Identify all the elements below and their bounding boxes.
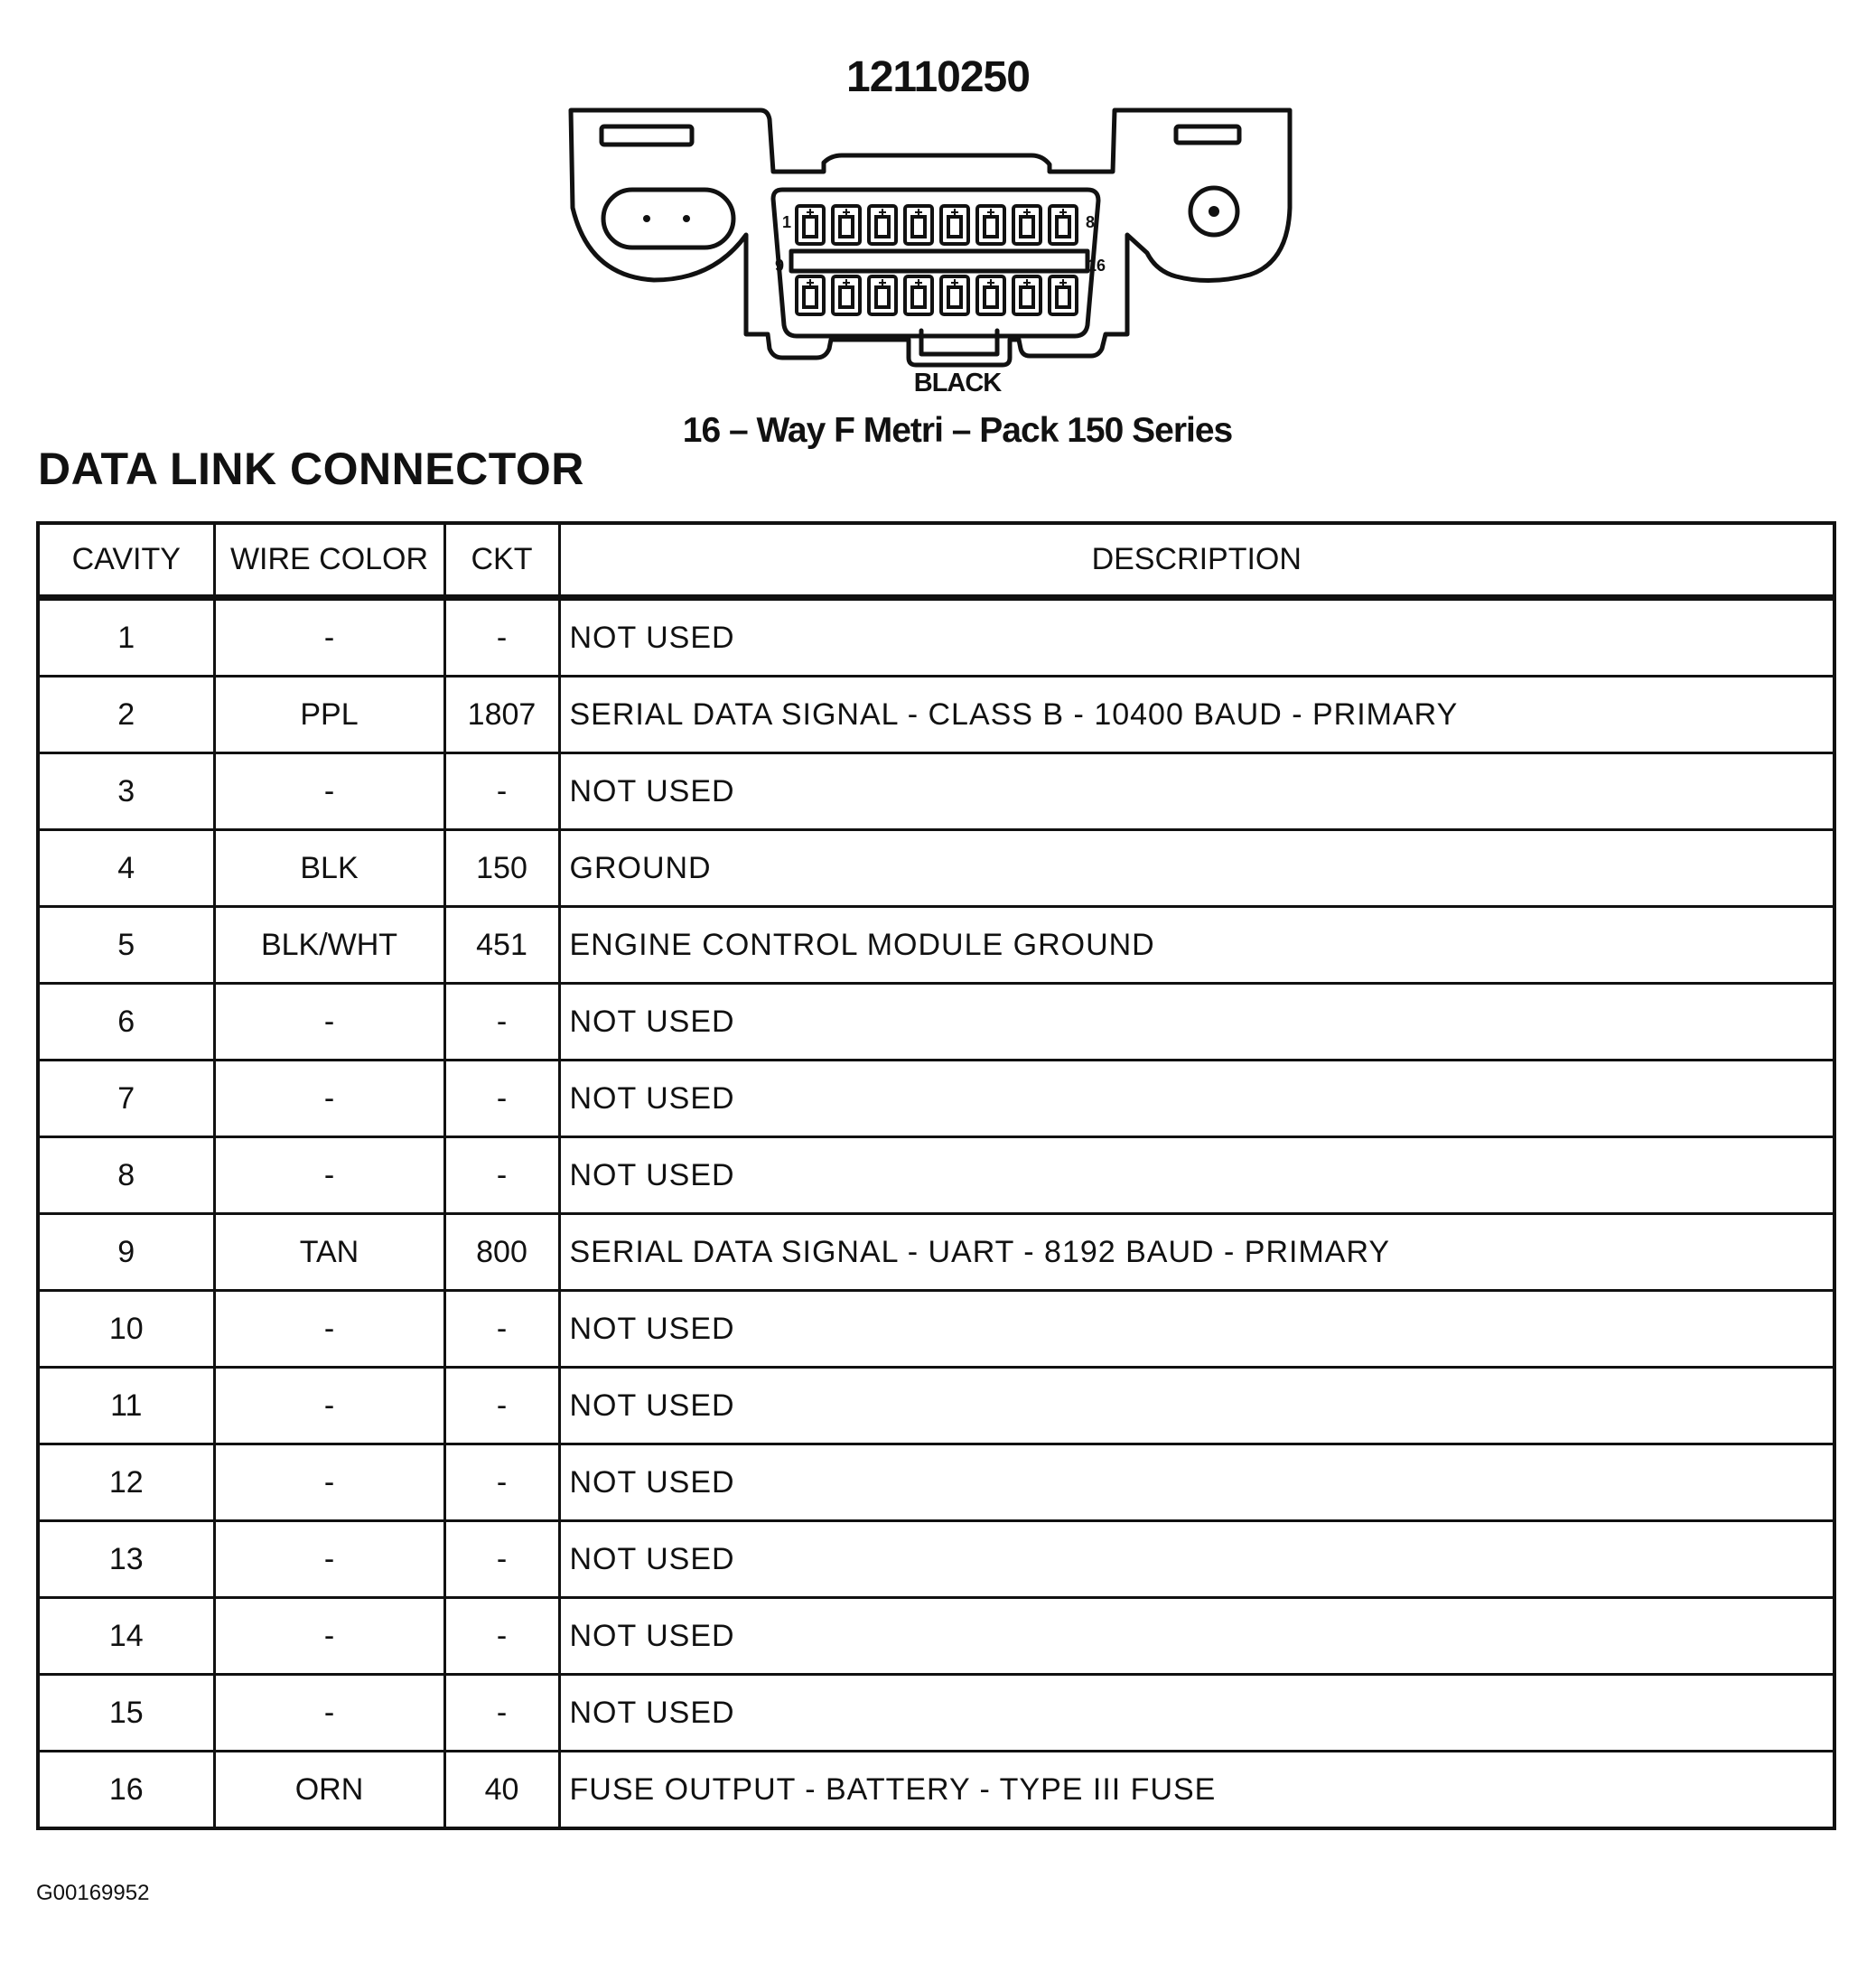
- header-wire-color: WIRE COLOR: [214, 523, 444, 598]
- table-row: [38, 1521, 1834, 1598]
- cell-ckt: -: [444, 1598, 559, 1675]
- cell-ckt: 451: [444, 907, 559, 984]
- table-row: [38, 1214, 1834, 1291]
- cell-cavity: 13: [38, 1521, 214, 1598]
- cell-wire-color: ORN: [214, 1752, 444, 1829]
- cell-wire-color: -: [214, 1444, 444, 1521]
- bottom-pin-mark: [951, 279, 958, 286]
- pin-row-top: [797, 206, 1077, 244]
- cell-description: NOT USED: [559, 1598, 1834, 1675]
- cell-description: NOT USED: [559, 1521, 1834, 1598]
- top-pin-mark: [843, 209, 850, 216]
- cell-wire-color: -: [214, 598, 444, 677]
- cell-wire-color: -: [214, 1137, 444, 1214]
- table-row: [38, 1598, 1834, 1675]
- bottom-pin-mark: [1023, 279, 1031, 286]
- bottom-pin-mark: [915, 279, 922, 286]
- table-row: [38, 984, 1834, 1061]
- cell-cavity: 4: [38, 830, 214, 907]
- cell-wire-color: -: [214, 1368, 444, 1444]
- connector-part-number: 12110250: [846, 53, 1030, 101]
- bottom-pin-mark: [807, 279, 814, 286]
- cell-cavity: 1: [38, 598, 214, 677]
- bottom-pin-mark: [987, 279, 994, 286]
- cell-wire-color: -: [214, 1598, 444, 1675]
- cell-description: GROUND: [559, 830, 1834, 907]
- cell-description: ENGINE CONTROL MODULE GROUND: [559, 907, 1834, 984]
- bottom-pin-terminal: [912, 287, 925, 307]
- cell-cavity: 8: [38, 1137, 214, 1214]
- top-pin-mark: [1059, 209, 1067, 216]
- cell-ckt: -: [444, 1675, 559, 1752]
- cell-wire-color: -: [214, 753, 444, 830]
- figure-id: G00169952: [36, 1881, 150, 1905]
- connector-diagram: [560, 99, 1301, 388]
- cell-description: NOT USED: [559, 753, 1834, 830]
- cell-ckt: -: [444, 1137, 559, 1214]
- cell-wire-color: -: [214, 1521, 444, 1598]
- pin-row-bottom: [797, 276, 1077, 314]
- cell-description: NOT USED: [559, 598, 1834, 677]
- pin-divider: [791, 251, 1087, 271]
- cell-ckt: -: [444, 1444, 559, 1521]
- cell-cavity: 16: [38, 1752, 214, 1829]
- cell-description: NOT USED: [559, 1137, 1834, 1214]
- top-pin-terminal: [1021, 217, 1033, 237]
- table-row: [38, 1061, 1834, 1137]
- cell-wire-color: -: [214, 1291, 444, 1368]
- cell-description: NOT USED: [559, 1444, 1834, 1521]
- cell-cavity: 15: [38, 1675, 214, 1752]
- top-pin-mark: [987, 209, 994, 216]
- cell-description: SERIAL DATA SIGNAL - CLASS B - 10400 BAUD - PRIMARY: [559, 677, 1834, 753]
- cell-cavity: 6: [38, 984, 214, 1061]
- bottom-pin-terminal: [804, 287, 817, 307]
- cell-description: NOT USED: [559, 1368, 1834, 1444]
- table-row: [38, 907, 1834, 984]
- page-title: DATA LINK CONNECTOR: [38, 444, 584, 494]
- cell-cavity: 11: [38, 1368, 214, 1444]
- top-pin-terminal: [985, 217, 997, 237]
- cell-ckt: -: [444, 1061, 559, 1137]
- bottom-pin-terminal: [840, 287, 853, 307]
- table-row: [38, 753, 1834, 830]
- pin-label-9: 9: [775, 257, 785, 275]
- table-row: [38, 1675, 1834, 1752]
- cell-description: NOT USED: [559, 1675, 1834, 1752]
- cell-wire-color: BLK/WHT: [214, 907, 444, 984]
- bottom-pin-terminal: [1057, 287, 1069, 307]
- cell-description: SERIAL DATA SIGNAL - UART - 8192 BAUD - PRIMARY: [559, 1214, 1834, 1291]
- top-pin-terminal: [1057, 217, 1069, 237]
- cell-ckt: -: [444, 1368, 559, 1444]
- pin-label-1: 1: [782, 213, 792, 231]
- latch-left: [602, 126, 692, 145]
- table-row: [38, 1368, 1834, 1444]
- pin-label-16: 16: [1087, 257, 1106, 275]
- top-pin-terminal: [948, 217, 961, 237]
- cell-ckt: 40: [444, 1752, 559, 1829]
- top-pin-terminal: [804, 217, 817, 237]
- bottom-pin-mark: [843, 279, 850, 286]
- bottom-pin-mark: [879, 279, 886, 286]
- latch-right: [1176, 126, 1239, 143]
- cell-wire-color: TAN: [214, 1214, 444, 1291]
- cell-ckt: -: [444, 598, 559, 677]
- cell-cavity: 3: [38, 753, 214, 830]
- table-row: [38, 598, 1834, 677]
- table-row: [38, 1291, 1834, 1368]
- pinout-table: [36, 521, 1836, 1830]
- cell-cavity: 5: [38, 907, 214, 984]
- top-pin-terminal: [840, 217, 853, 237]
- header-cavity: CAVITY: [38, 523, 214, 598]
- top-pin-mark: [951, 209, 958, 216]
- cell-description: NOT USED: [559, 984, 1834, 1061]
- cell-cavity: 14: [38, 1598, 214, 1675]
- top-pin-mark: [879, 209, 886, 216]
- bottom-pin-terminal: [985, 287, 997, 307]
- cell-wire-color: BLK: [214, 830, 444, 907]
- top-pin-terminal: [912, 217, 925, 237]
- mount-left: [603, 190, 733, 248]
- bottom-pin-terminal: [876, 287, 889, 307]
- header-ckt: CKT: [444, 523, 559, 598]
- table-row: [38, 830, 1834, 907]
- cell-ckt: -: [444, 1521, 559, 1598]
- cell-cavity: 2: [38, 677, 214, 753]
- cell-wire-color: -: [214, 984, 444, 1061]
- top-pin-mark: [1023, 209, 1031, 216]
- bottom-pin-mark: [1059, 279, 1067, 286]
- cell-ckt: -: [444, 984, 559, 1061]
- table-row: [38, 677, 1834, 753]
- bottom-pin-terminal: [948, 287, 961, 307]
- pin-label-8: 8: [1086, 213, 1096, 231]
- table-row: [38, 1752, 1834, 1829]
- table-row: [38, 1444, 1834, 1521]
- cell-ckt: -: [444, 753, 559, 830]
- cell-ckt: 1807: [444, 677, 559, 753]
- cell-cavity: 12: [38, 1444, 214, 1521]
- cell-ckt: -: [444, 1291, 559, 1368]
- connector-type-label: 16 – Way F Metri – Pack 150 Series: [682, 411, 1233, 450]
- table-header-row: [38, 523, 1834, 598]
- top-pin-mark: [807, 209, 814, 216]
- cell-description: NOT USED: [559, 1061, 1834, 1137]
- cell-cavity: 7: [38, 1061, 214, 1137]
- cell-wire-color: PPL: [214, 677, 444, 753]
- cell-ckt: 150: [444, 830, 559, 907]
- cell-wire-color: -: [214, 1061, 444, 1137]
- table-row: [38, 1137, 1834, 1214]
- top-pin-mark: [915, 209, 922, 216]
- connector-color-label: BLACK: [913, 369, 1002, 397]
- cell-description: FUSE OUTPUT - BATTERY - TYPE III FUSE: [559, 1752, 1834, 1829]
- cell-cavity: 10: [38, 1291, 214, 1368]
- cell-ckt: 800: [444, 1214, 559, 1291]
- cell-wire-color: -: [214, 1675, 444, 1752]
- top-pin-terminal: [876, 217, 889, 237]
- bottom-pin-terminal: [1021, 287, 1033, 307]
- header-description: DESCRIPTION: [559, 523, 1834, 598]
- cell-description: NOT USED: [559, 1291, 1834, 1368]
- cell-cavity: 9: [38, 1214, 214, 1291]
